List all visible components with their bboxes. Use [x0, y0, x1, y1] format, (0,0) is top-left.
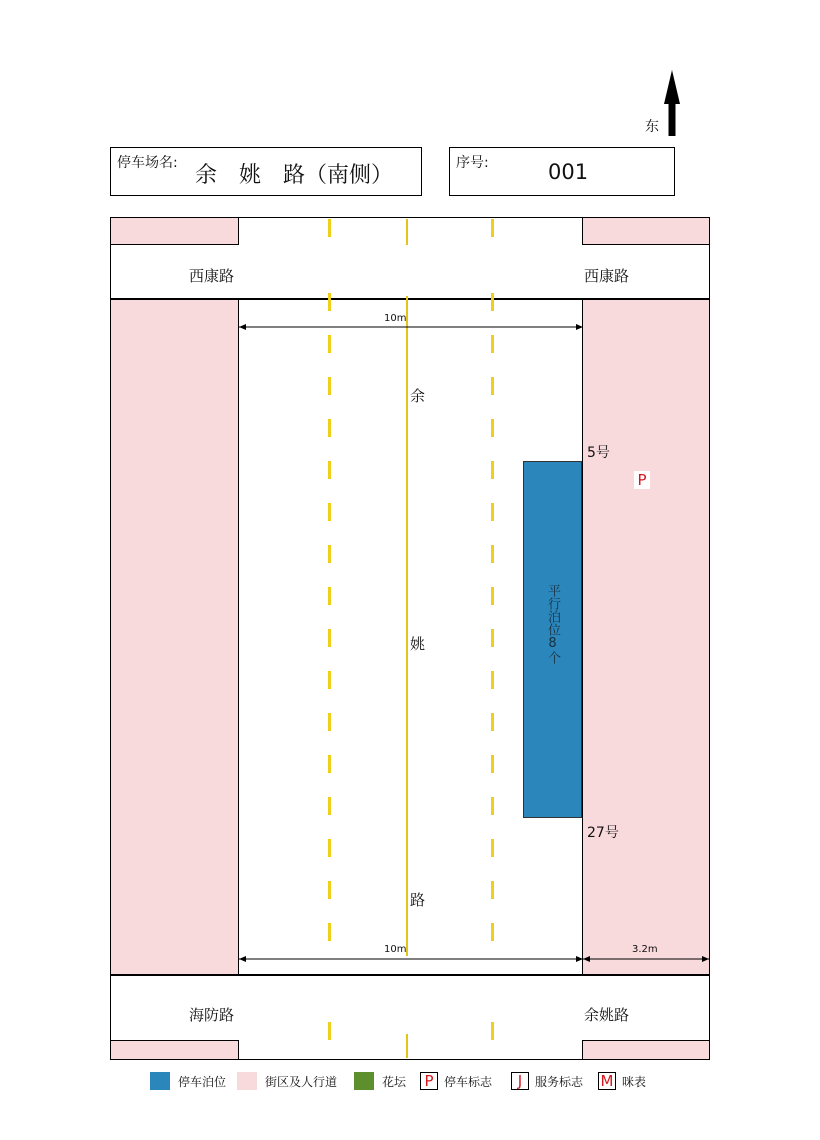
lane-dash-right-bottom: [491, 1022, 494, 1040]
parking-zone-text: 平行泊位8个: [545, 584, 560, 664]
lane-dash-left-top: [328, 219, 331, 249]
house-number-start: 5号: [587, 445, 610, 461]
house-number-end: 27号: [587, 825, 619, 841]
dimension-top: [238, 318, 584, 332]
road-char-2: 姚: [410, 635, 426, 653]
lot-name-box: [110, 147, 422, 196]
cross-street-top-border: [110, 298, 710, 300]
legend-label: 街区及人行道: [265, 1074, 338, 1089]
road-char-3: 路: [410, 891, 426, 909]
center-line-bottom: [406, 1034, 408, 1058]
dimension-bottom: [238, 951, 584, 965]
lot-name-value: 余 姚 路（南侧）: [195, 163, 394, 188]
street-name-top-left: 西康路: [189, 267, 235, 285]
legend-label: 停车标志: [444, 1074, 493, 1089]
legend-swatch-green: [354, 1072, 374, 1090]
cross-street-bottom-border: [110, 974, 710, 976]
dimension-sidewalk-label: 3.2m: [632, 944, 658, 955]
compass-direction: 东: [645, 119, 659, 135]
block-bottom-left: [110, 1040, 239, 1060]
legend-sidewalk: [237, 1072, 337, 1090]
lane-dash-right: [491, 293, 494, 956]
legend-parking-sign: [420, 1072, 492, 1090]
street-name-top-right: 西康路: [584, 267, 630, 285]
legend-meter: [598, 1072, 646, 1090]
legend-label: 停车泊位: [178, 1074, 227, 1089]
block-top-left: [110, 217, 239, 245]
block-top-right: [582, 217, 710, 245]
serial-value: 001: [548, 160, 589, 184]
center-line-top: [406, 219, 408, 245]
sidewalk-left: [110, 299, 239, 975]
legend-parking-berth: [150, 1072, 226, 1090]
lane-dash-right-top: [491, 219, 494, 249]
block-bottom-right: [582, 1040, 710, 1060]
legend-service-sign: [511, 1072, 583, 1090]
lot-name-label: 停车场名:: [117, 155, 178, 171]
legend-flowerbed: [354, 1072, 406, 1090]
legend-parking-sign-icon: P: [420, 1072, 438, 1090]
serial-box: [449, 147, 675, 196]
dimension-bottom-label: 10m: [384, 944, 407, 955]
street-name-bottom-left: 海防路: [189, 1006, 235, 1024]
legend-label: 服务标志: [535, 1074, 584, 1089]
parking-sign-letter: P: [637, 471, 647, 489]
legend-label: 咪表: [622, 1074, 647, 1089]
serial-label: 序号:: [456, 155, 489, 171]
street-name-bottom-right: 余姚路: [584, 1006, 630, 1024]
dimension-top-label: 10m: [384, 313, 407, 324]
sidewalk-right: [582, 299, 710, 975]
north-arrow-icon: [664, 70, 680, 136]
legend-label: 花坛: [382, 1074, 407, 1089]
lane-dash-left-bottom: [328, 1022, 331, 1040]
road-char-1: 余: [410, 387, 426, 405]
legend-service-sign-icon: J: [511, 1072, 529, 1090]
parking-sign-icon: [634, 471, 650, 489]
legend-swatch-pink: [237, 1072, 257, 1090]
legend-swatch-blue: [150, 1072, 170, 1090]
lane-dash-left: [328, 293, 331, 956]
legend-meter-icon: M: [598, 1072, 616, 1090]
center-line: [406, 296, 408, 956]
